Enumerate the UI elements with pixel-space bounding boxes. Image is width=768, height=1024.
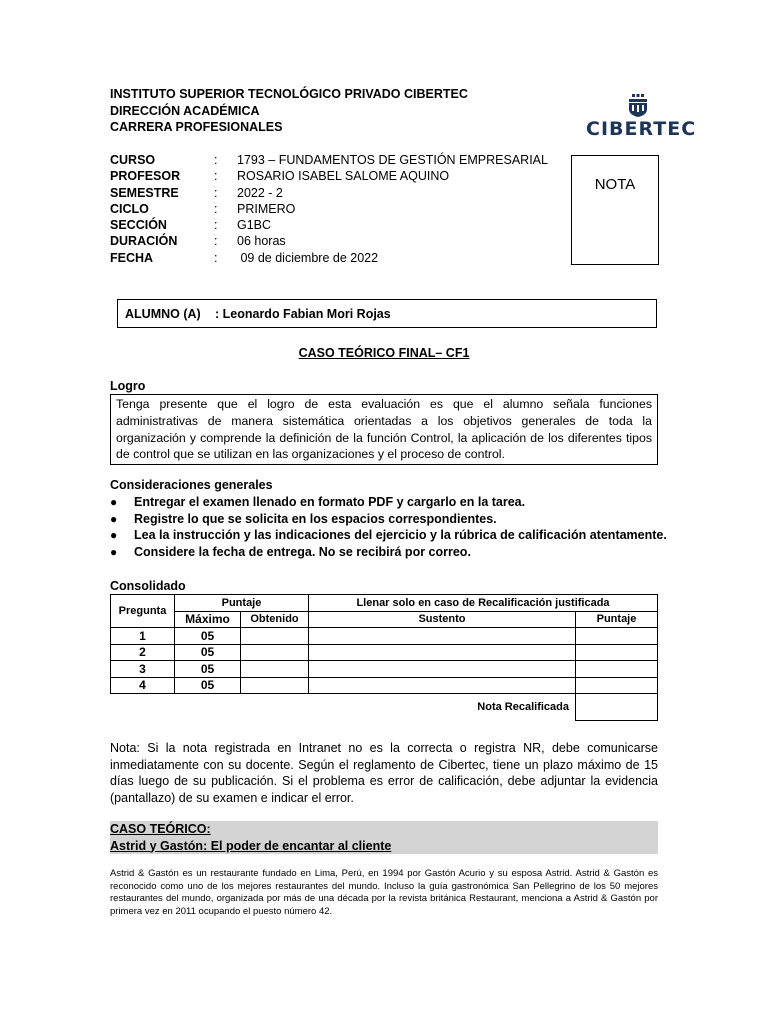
department-name: DIRECCIÓN ACADÉMICA: [110, 103, 260, 118]
info-value: ROSARIO ISABEL SALOME AQUINO: [237, 169, 450, 184]
header-puntaje-recal: Puntaje: [576, 611, 658, 628]
info-row-curso: [110, 152, 548, 168]
bullet-icon: ●: [110, 495, 118, 509]
header-puntaje: Puntaje: [175, 595, 309, 612]
cell-pregunta: 2: [111, 644, 175, 661]
caso-heading: [110, 821, 658, 854]
course-info: [110, 152, 548, 266]
info-value: 06 horas: [237, 234, 286, 249]
bullet-icon: ●: [110, 528, 118, 543]
program-name: CARRERA PROFESIONALES: [110, 120, 283, 134]
table-subheader-row: [111, 611, 658, 628]
grade-box[interactable]: [571, 155, 659, 265]
list-item: ● Lea la instrucción y las indicaciones del ejercicio y la rúbrica de calificación atentamente.: [110, 528, 667, 543]
cell-pregunta: 3: [111, 661, 175, 678]
header-sustento: Sustento: [309, 611, 576, 628]
info-key: SEMESTRE: [110, 185, 179, 200]
cell-puntaje[interactable]: [576, 677, 658, 694]
cell-obtenido[interactable]: [241, 661, 309, 678]
info-colon: :: [214, 153, 218, 167]
table-row: [111, 644, 658, 661]
cell-maximo: 05: [175, 661, 241, 678]
header-obtenido: Obtenido: [241, 611, 309, 628]
institution-name: INSTITUTO SUPERIOR TECNOLÓGICO PRIVADO CIBERTEC: [110, 87, 468, 101]
info-value: G1BC: [237, 218, 272, 233]
info-key: PROFESOR: [110, 169, 181, 184]
institution-header: [110, 86, 468, 136]
info-row-fecha: [110, 250, 548, 266]
info-key: DURACIÓN: [110, 234, 178, 249]
cell-obtenido[interactable]: [241, 644, 309, 661]
logro-label: Logro: [110, 379, 146, 393]
consolidado-table: [110, 594, 658, 721]
bullet-icon: ●: [110, 511, 118, 526]
info-key: SECCIÓN: [110, 218, 167, 233]
cell-puntaje[interactable]: [576, 661, 658, 678]
info-row-seccion: [110, 217, 548, 233]
student-label: ALUMNO (A): [125, 306, 201, 321]
consideraciones-label: Consideraciones generales: [110, 478, 273, 492]
crest-icon: [586, 92, 690, 118]
info-value: 1793 – FUNDAMENTOS DE GESTIÓN EMPRESARIAL: [237, 153, 548, 167]
info-colon: :: [214, 218, 218, 233]
info-key: CURSO: [110, 153, 156, 167]
caso-title: CASO TEÓRICO:: [110, 822, 211, 836]
cell-nota-recalificada[interactable]: [576, 694, 658, 721]
bullet-icon: ●: [110, 544, 118, 559]
header-maximo: Máximo: [175, 611, 241, 628]
cibertec-logo: [586, 92, 697, 140]
info-key: FECHA: [110, 250, 154, 265]
table-row-nota-recalificada: [111, 694, 658, 721]
table-row: [111, 677, 658, 694]
cell-puntaje[interactable]: [576, 628, 658, 645]
logro-box: Tenga presente que el logro de esta evaluación es que el alumno señala funciones administrativas de manera sistemática orientadas a los objetivos generales de toda la organización y comprende la definición de la función Control, la aplicación de los diferentes tipos de control que se utilizan en las organizaciones y el proceso de control.: [110, 394, 658, 465]
info-value: 2022 - 2: [237, 185, 283, 200]
info-row-semestre: [110, 185, 548, 201]
grade-label: NOTA: [594, 176, 636, 193]
info-row-duracion: [110, 233, 548, 249]
table-row: [111, 628, 658, 645]
info-colon: :: [214, 169, 218, 184]
cell-maximo: 05: [175, 677, 241, 694]
cell-maximo: 05: [175, 644, 241, 661]
nota-paragraph: Nota: Si la nota registrada en Intranet no es la correcta o registra NR, debe comunicarse inmediatamente con su docente. Según el reglamento de Cibertec, tiene un plazo máximo de 15 días luego de su publicación. Si el problema es error de calificación, debe adjuntar la evidencia (pantallazo) de su examen e indicar el error.: [110, 741, 658, 805]
cell-maximo: 05: [175, 628, 241, 645]
consideraciones-list: [110, 494, 667, 560]
info-value: PRIMERO: [237, 201, 296, 216]
header-recalificacion: Llenar solo en caso de Recalificación justificada: [309, 595, 658, 612]
cell-obtenido[interactable]: [241, 628, 309, 645]
cell-sustento[interactable]: [309, 661, 576, 678]
info-colon: :: [214, 234, 218, 249]
info-value: 09 de diciembre de 2022: [237, 250, 379, 265]
info-colon: :: [214, 250, 218, 265]
student-name: : Leonardo Fabian Mori Rojas: [215, 306, 391, 321]
cell-sustento[interactable]: [309, 644, 576, 661]
nota-recalificada-label: Nota Recalificada: [477, 701, 569, 713]
header-pregunta: Pregunta: [111, 595, 175, 628]
info-colon: :: [214, 201, 218, 216]
cell-sustento[interactable]: [309, 677, 576, 694]
cell-obtenido[interactable]: [241, 677, 309, 694]
logo-wordmark: CIBERTEC: [586, 118, 697, 140]
table-row: [111, 661, 658, 678]
student-box: [117, 299, 657, 328]
cell-sustento[interactable]: [309, 628, 576, 645]
list-item: ● Considere la fecha de entrega. No se recibirá por correo.: [110, 544, 471, 559]
info-row-profesor: [110, 168, 548, 184]
exam-title: CASO TEÓRICO FINAL– CF1: [298, 346, 470, 360]
list-item: ● Entregar el examen llenado en formato PDF y cargarlo en la tarea.: [110, 495, 526, 509]
case-story: Astrid & Gastón es un restaurante fundado en Lima, Perú, en 1994 por Gastón Acurio y su esposa Astrid. Astrid & Gastón es reconocido como uno de los mejores restaurantes del mundo. Incluso la guía gastronómica San Pellegrino de los 50 mejores restaurantes del mundo, organizada por más de una década por la revista británica Restaurant, menciona a Astrid & Gastón por primera vez en 2011 ocupando el puesto número 42.: [110, 868, 658, 917]
table-header-row: [111, 595, 658, 612]
cell-puntaje[interactable]: [576, 644, 658, 661]
consolidado-label: Consolidado: [110, 579, 186, 593]
cell-pregunta: 1: [111, 628, 175, 645]
cell-pregunta: 4: [111, 677, 175, 694]
info-key: CICLO: [110, 201, 149, 216]
caso-subtitle: Astrid y Gastón: El poder de encantar al cliente: [110, 838, 392, 853]
info-colon: :: [214, 185, 218, 200]
list-item: ● Registre lo que se solicita en los espacios correspondientes.: [110, 511, 497, 526]
info-row-ciclo: [110, 201, 548, 217]
